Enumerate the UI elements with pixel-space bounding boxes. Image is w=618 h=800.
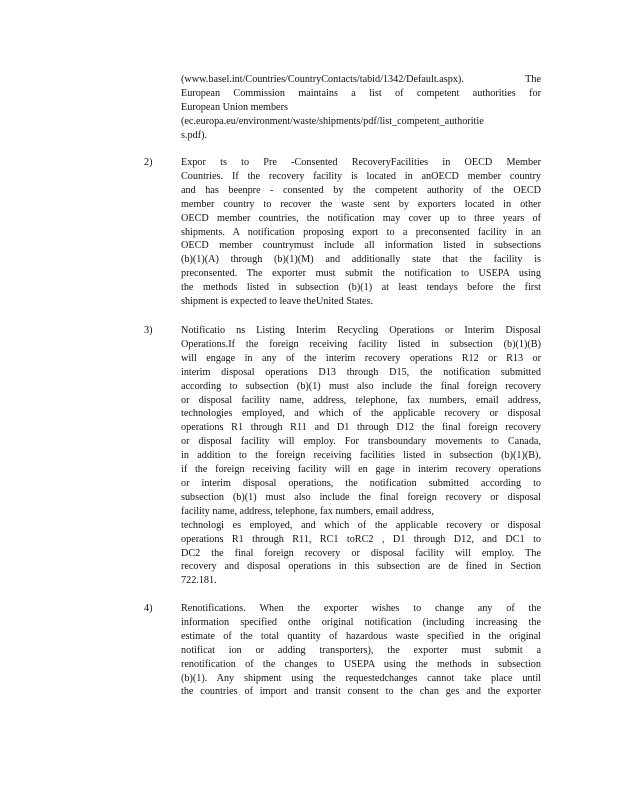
text-line: interim disposal operations D13 through D15, the notification submitted xyxy=(181,366,541,378)
text-line: technologi es employed, and which of the applicable recovery or disposal xyxy=(181,519,541,531)
text-line: OECD member countries, the notification may cover up to three years of xyxy=(181,212,541,224)
text-line: the countries of import and transit consent to the chan ges and the exporter xyxy=(181,686,541,698)
text-line: European Union members xyxy=(181,101,288,113)
text-line: and has beenpre - consented by the competent authority of the OECD xyxy=(181,184,541,196)
text-line: operations R1 through R11, RC1 toRC2 , D1 through D12, and DC1 to xyxy=(181,533,541,545)
text-line: preconsented. The exporter must submit the notification to USEPA using xyxy=(181,268,541,280)
list-item-interim-operations xyxy=(181,324,541,588)
text-line: renotification of the changes to USEPA using the methods in subsection xyxy=(181,658,541,670)
text-line: Renotifications. When the exporter wishes to change any of the xyxy=(181,603,541,614)
text-line: s.pdf). xyxy=(181,129,208,141)
text-line: (b)(1)(A) through (b)(1)(M) and additionally state that the facility is xyxy=(181,254,541,266)
item-number: 4) xyxy=(144,603,153,614)
text-line: Operations.If the foreign receiving facility listed in subsection (b)(1)(B) xyxy=(181,338,541,350)
text-line: Expor ts to Pre -Consented RecoveryFacilities in OECD Member xyxy=(181,157,541,168)
list-item-exports-preconsented xyxy=(181,156,541,309)
text-line: (ec.europa.eu/environment/waste/shipments/pdf/list_competent_authoritie xyxy=(181,115,484,127)
item-number: 2) xyxy=(144,157,153,168)
text-line: facility name, address, telephone, fax numbers, email address, xyxy=(181,505,434,517)
text-line: Countries. If the recovery facility is located in anOECD member country xyxy=(181,170,541,182)
text-line: will engage in any of the interim recovery operations R12 or R13 or xyxy=(181,352,541,364)
text-line: (b)(1). Any shipment using the requestedchanges cannot take place until xyxy=(181,672,541,684)
text-line: estimate of the total quantity of hazardous waste specified in the original xyxy=(181,630,541,642)
text-line: recovery and disposal operations in this subsection are de fined in Section xyxy=(181,561,541,573)
text-line: operations R1 through R11 and D1 through D12 the final foreign recovery xyxy=(181,422,541,434)
text-line: DC2 the final foreign recovery or disposal facility will employ. The xyxy=(181,547,541,559)
text-line: shipment is expected to leave theUnited States. xyxy=(181,296,374,308)
list-item-renotifications xyxy=(181,602,541,699)
intro-paragraph xyxy=(181,73,541,143)
item-number: 3) xyxy=(144,325,153,336)
text-line: Notificatio ns Listing Interim Recycling Operations or Interim Disposal xyxy=(181,325,541,336)
text-line: technologies employed, and which of the applicable recovery or disposal xyxy=(181,408,541,420)
text-line: or disposal facility will employ. For transboundary movements to Canada, xyxy=(181,436,541,448)
text-line: 722.181. xyxy=(181,575,217,587)
text-line: (www.basel.int/Countries/CountryContacts/tabid/1342/Default.aspx). The xyxy=(181,74,541,85)
text-line: information specified onthe original notification (including increasing the xyxy=(181,616,541,628)
text-line: European Commission maintains a list of competent authorities for xyxy=(181,87,541,99)
text-line: member country to recover the waste sent by exporters located in other xyxy=(181,198,541,210)
text-line: if the foreign receiving facility will en gage in interim recovery operations xyxy=(181,464,541,476)
text-line: the methods listed in subsection (b)(1) at least tendays before the first xyxy=(181,282,541,294)
text-line: in addition to the foreign receiving facilities listed in subsection (b)(1)(B), xyxy=(181,450,541,462)
text-line: subsection (b)(1) must also include the final foreign recovery or disposal xyxy=(181,491,541,503)
text-line: or disposal facility name, address, telephone, fax numbers, email address, xyxy=(181,394,541,406)
text-line: OECD member countrymust include all information listed in subsections xyxy=(181,240,541,252)
text-line: shipments. A notification proposing export to a preconsented facility in an xyxy=(181,226,541,238)
text-line: or interim disposal operations, the notification submitted according to xyxy=(181,477,541,489)
text-line: according to subsection (b)(1) must also include the final foreign recovery xyxy=(181,380,541,392)
text-line: notificat ion or adding transporters), the exporter must submit a xyxy=(181,644,541,656)
